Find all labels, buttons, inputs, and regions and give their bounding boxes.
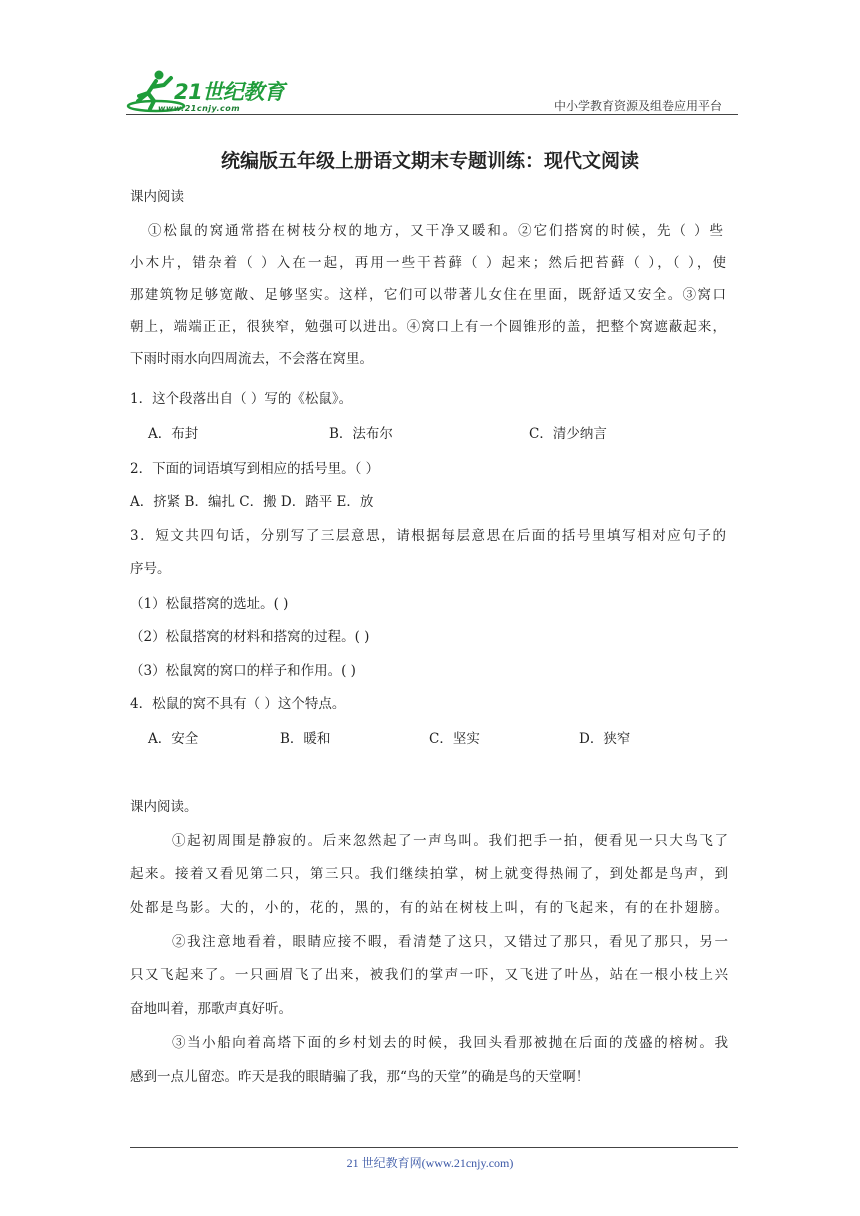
question-2: 2．下面的词语填写到相应的括号里。（ ） [130,461,380,477]
page-footer: 21 世纪教育网(www.21cnjy.com) [346,1156,514,1170]
q4-option-a: A．安全 [148,731,199,747]
section1-passage-line: 小木片，错杂着（ ）入在一起，再用一些干苔藓（ ）起来；然后把苔藓（ ），（ ），使 [130,255,726,271]
q1-option-a: A．布封 [148,426,199,442]
platform-tagline: 中小学教育资源及组卷应用平台 [553,99,722,113]
q1-option-c: C．清少纳言 [529,426,607,442]
section2-passage-line: 处都是鸟影。大的，小的，花的，黑的，有的站在树枝上叫，有的飞起来，有的在扑翅膀。 [130,900,728,916]
header-divider [126,114,738,115]
q3-item: （2）松鼠搭窝的材料和搭窝的过程。( ) [130,629,370,645]
q1-option-b: B．法布尔 [329,426,393,442]
question-3-cont: 序号。 [130,561,171,577]
document-title: 统编版五年级上册语文期末专题训练：现代文阅读 [220,150,639,172]
q4-option-c: C．坚实 [429,731,480,747]
question-3: 3．短文共四句话，分别写了三层意思，请根据每层意思在后面的括号里填写相对应句子的 [130,528,726,544]
section1-passage-line: 下雨时雨水向四周流去，不会落在窝里。 [130,351,373,367]
section1-passage-line: 那建筑物足够宽敞、足够坚实。这样，它们可以带著儿女住在里面，既舒适又安全。③窝口 [130,287,726,303]
section1-passage-line: 朝上，端端正正，很狭窄，勉强可以进出。④窝口上有一个圆锥形的盖，把整个窝遮蔽起来， [130,319,726,335]
section1-passage-line: ①松鼠的窝通常搭在树枝分杈的地方，又干净又暖和。②它们搭窝的时候，先（ ）些 [148,223,723,239]
question-1: 1．这个段落出自（ ）写的《松鼠》。 [130,391,353,407]
question-4: 4．松鼠的窝不具有（ ）这个特点。 [130,696,346,712]
page-header [126,66,738,118]
q3-item: （3）松鼠窝的窝口的样子和作用。( ) [130,663,356,679]
site-logo [126,66,296,118]
footer-divider [130,1147,738,1148]
q4-option-b: B．暖和 [280,731,331,747]
logo-brand-text: 21世纪教育 [174,80,285,104]
section2-passage-line: ③当小船向着高塔下面的乡村划去的时候，我回头看那被抛在后面的茂盛的榕树。我 [172,1035,728,1051]
section2-passage-line: 只又飞起来了。一只画眉飞了出来，被我们的掌声一吓，又飞进了叶丛，站在一根小枝上兴 [130,967,728,983]
section2-passage-line: ②我注意地看着，眼睛应接不暇，看清楚了这只，又错过了那只，看见了那只，另一 [172,934,728,950]
section1-heading: 课内阅读 [130,189,184,205]
q2-options: A．挤紧 B．编扎 C．搬 D．踏平 E．放 [130,494,374,510]
section2-passage-line: 起来。接着又看见第二只，第三只。我们继续拍掌，树上就变得热闹了，到处都是鸟声，到 [130,866,728,882]
logo-url-text: www.21cnjy.com [158,104,241,113]
q3-item: （1）松鼠搭窝的选址。( ) [130,596,289,612]
q4-option-d: D．狭窄 [579,731,631,747]
section2-passage-line: 感到一点儿留恋。昨天是我的眼睛骗了我，那“鸟的天堂”的确是鸟的天堂啊！ [130,1069,590,1085]
section2-passage-line: 奋地叫着，那歌声真好听。 [130,1001,292,1017]
section2-heading: 课内阅读。 [130,799,198,815]
section2-passage-line: ①起初周围是静寂的。后来忽然起了一声鸟叫。我们把手一拍，便看见一只大鸟飞了 [172,833,728,849]
